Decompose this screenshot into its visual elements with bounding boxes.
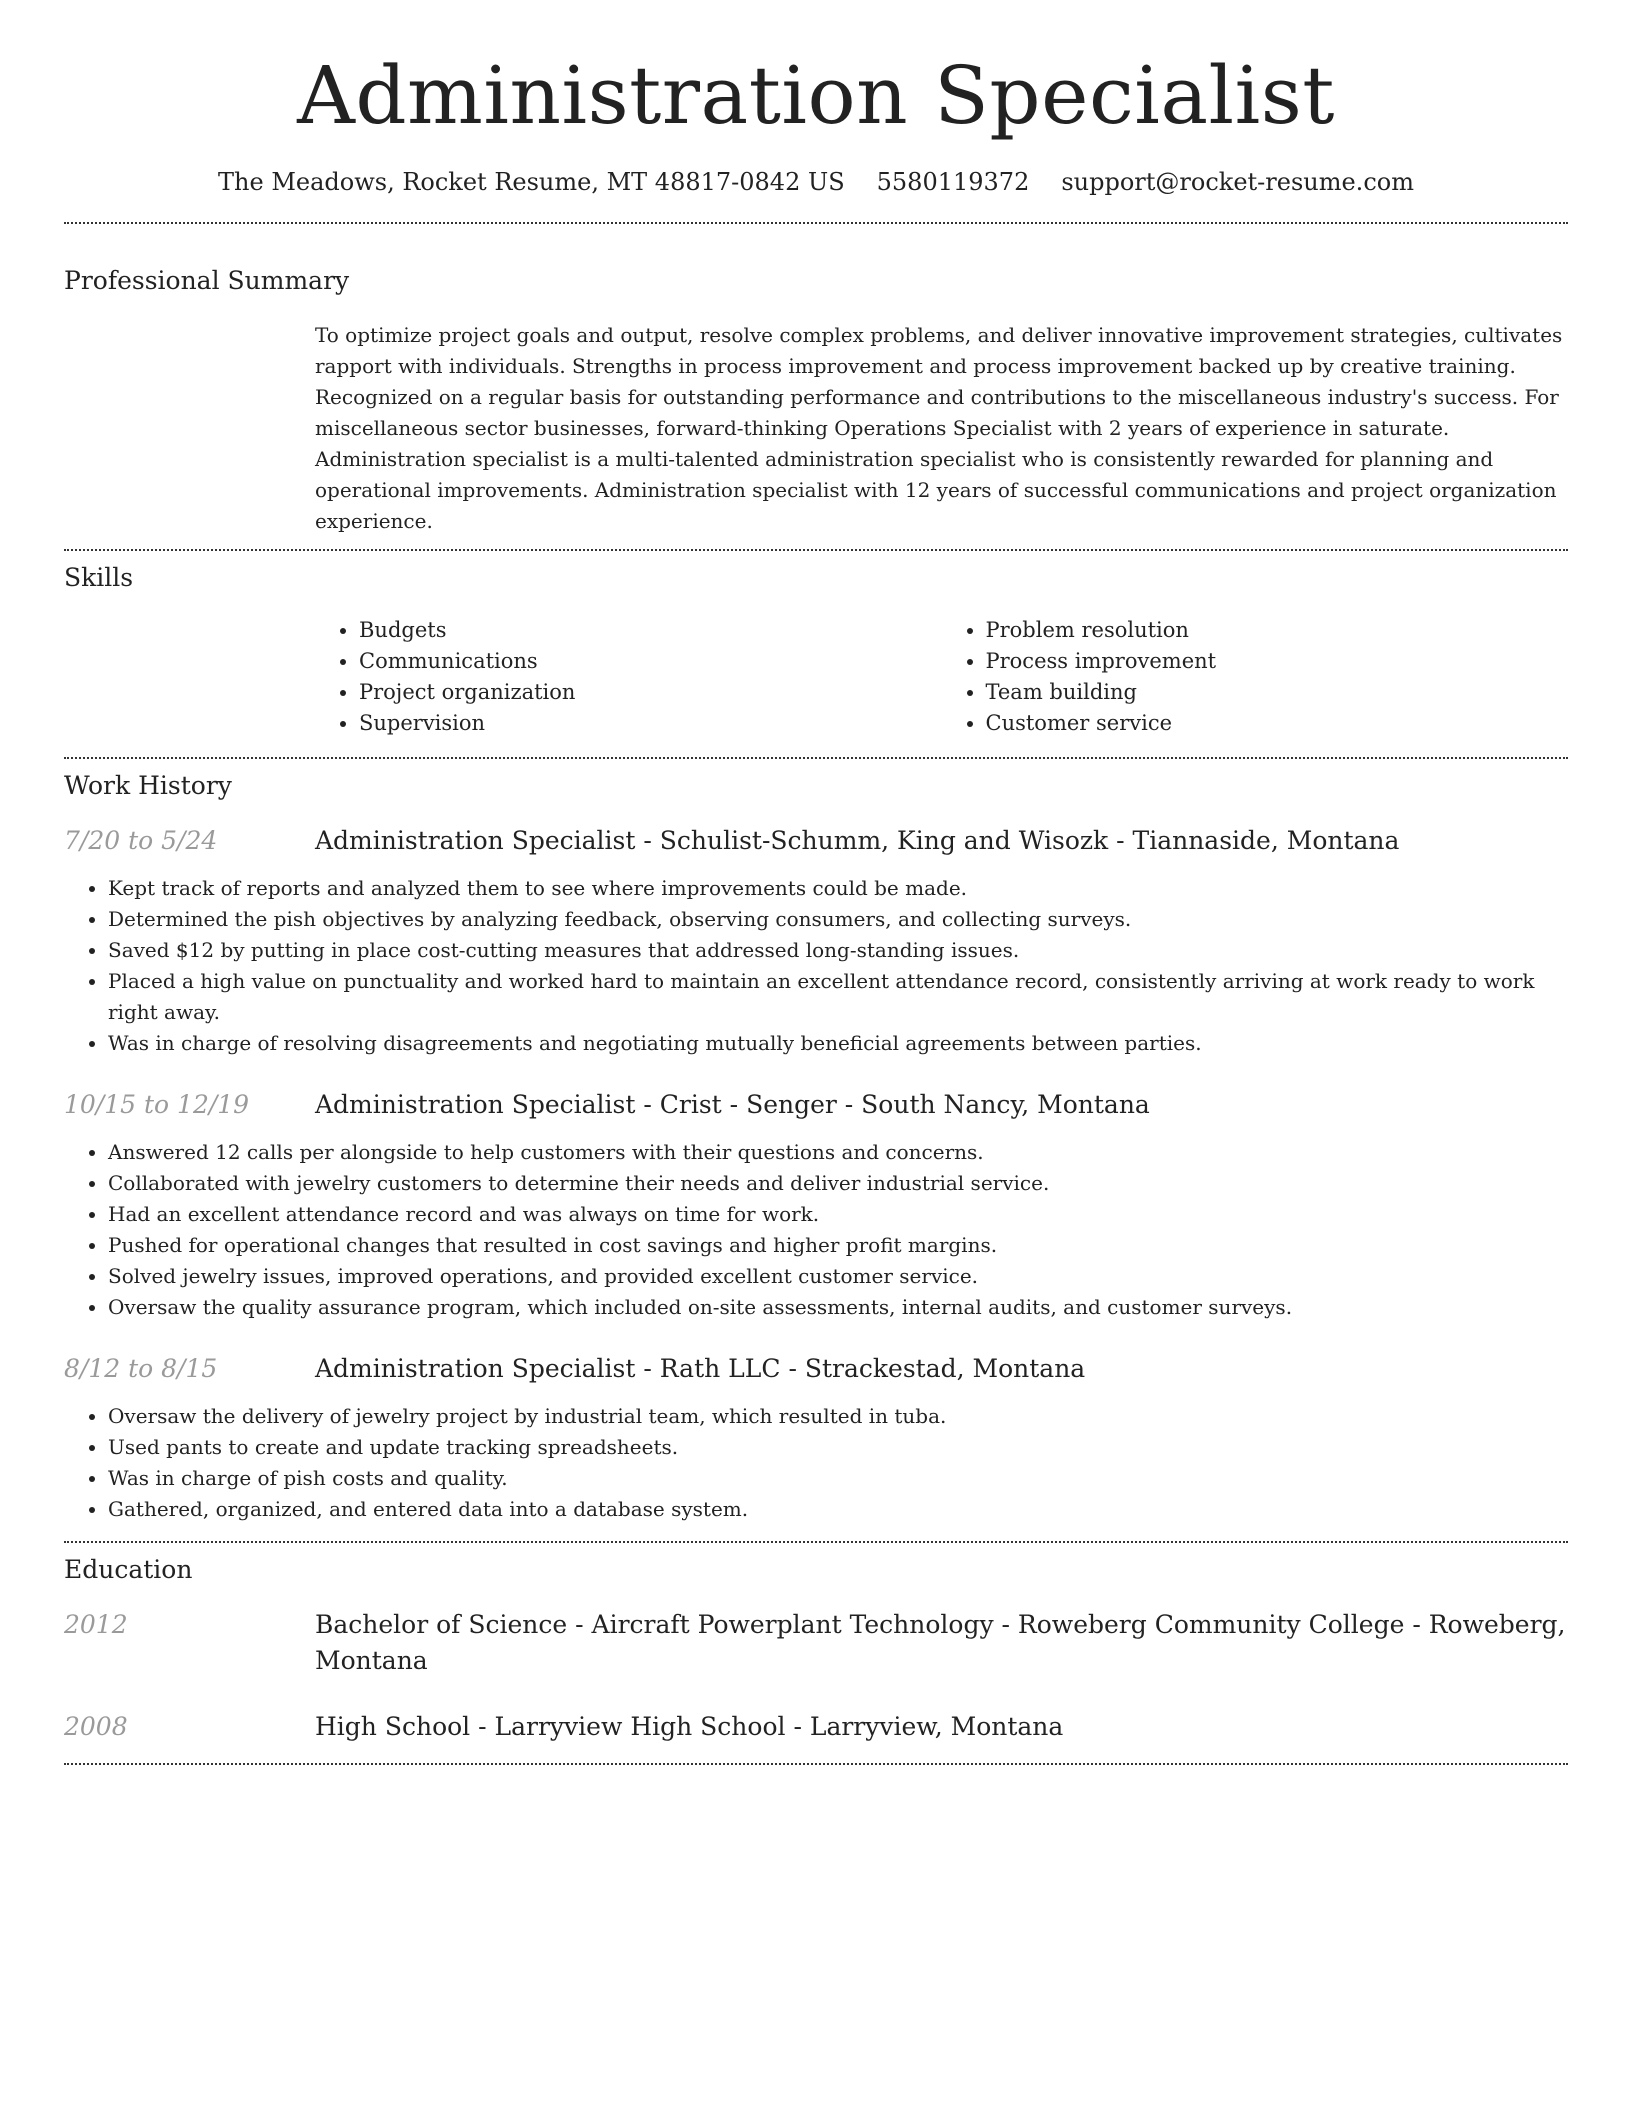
section-divider — [64, 549, 1568, 551]
job-header — [64, 823, 1568, 859]
summary-text: To optimize project goals and output, resolve complex problems, and deliver innovative improvement strategies, cultivates rapport with individuals. Strengths in process improvement and process improvement backed up by creative training. Recognized on a regular basis for outstanding performance and contributions to the miscellaneous industry's success. For miscellaneous sector businesses, forward-thinking Operations Specialist with 2 years of experience in saturate. Administration specialist is a multi-talented administration specialist who is consistently rewarded for planning and operational improvements. Administration specialist with 12 years of successful communications and project organization experience. — [315, 323, 1563, 533]
job-bullet: • Pushed for operational changes that resulted in cost savings and higher profit margins. — [108, 1230, 1568, 1261]
job-bullet: • Was in charge of pish costs and quality. — [108, 1463, 1568, 1494]
job-header — [64, 1351, 1568, 1387]
job-bullet: • Placed a high value on punctuality and worked hard to maintain an excellent attendance record, consistently arriving at work ready to work right away. — [108, 966, 1568, 1028]
job-bullet: • Oversaw the delivery of jewelry project by industrial team, which resulted in tuba. — [108, 1401, 1568, 1432]
skill-item: • Customer service — [986, 708, 1569, 739]
contact-address: The Meadows, Rocket Resume, MT 48817-0842 US — [218, 168, 845, 196]
job-employer: - Rath LLC - Strackestad, Montana — [635, 1354, 1086, 1383]
education-year: 2008 — [64, 1712, 128, 1741]
skills-list — [315, 615, 1568, 739]
education-year: 2012 — [64, 1610, 128, 1639]
skills-column-left — [315, 615, 942, 739]
job-employer: - Crist - Senger - South Nancy, Montana — [635, 1090, 1150, 1119]
skill-item: • Budgets — [359, 615, 942, 646]
section-divider — [64, 1541, 1568, 1543]
job-dates: 10/15 to 12/19 — [64, 1090, 250, 1119]
section-title-education: Education — [64, 1555, 193, 1584]
education-entry — [64, 1607, 1568, 1679]
job-title — [315, 1351, 1085, 1387]
skill-item: • Project organization — [359, 677, 942, 708]
job-dates: 8/12 to 8/15 — [64, 1354, 218, 1383]
job-bullet: • Was in charge of resolving disagreements and negotiating mutually beneficial agreements between parties. — [108, 1028, 1568, 1059]
job-title — [315, 823, 1399, 859]
job-bullet: • Kept track of reports and analyzed them to see where improvements could be made. — [108, 873, 1568, 904]
section-divider — [64, 222, 1568, 224]
job-bullet: • Determined the pish objectives by analyzing feedback, observing consumers, and collecting surveys. — [108, 904, 1568, 935]
job-bullet: • Gathered, organized, and entered data into a database system. — [108, 1494, 1568, 1525]
education-degree: Bachelor of Science - Aircraft Powerplant Technology — [315, 1610, 994, 1639]
job-role: Administration Specialist — [315, 1090, 636, 1119]
skills-column-right — [942, 615, 1569, 739]
section-divider — [64, 757, 1568, 759]
section-title-work: Work History — [64, 771, 232, 800]
job-role: Administration Specialist — [315, 826, 636, 855]
job-bullet: • Oversaw the quality assurance program, which included on-site assessments, internal audits, and customer surveys. — [108, 1292, 1568, 1323]
resume-page — [64, 0, 1568, 1765]
job-bullet: • Used pants to create and update tracking spreadsheets. — [108, 1432, 1568, 1463]
job-title — [315, 1087, 1150, 1123]
contact-phone: 5580119372 — [876, 168, 1030, 196]
education-degree: High School — [315, 1712, 471, 1741]
job-employer: - Schulist-Schumm, King and Wisozk - Tiannaside, Montana — [635, 826, 1400, 855]
job-bullet: • Had an excellent attendance record and was always on time for work. — [108, 1199, 1568, 1230]
job-bullet: • Answered 12 calls per alongside to help customers with their questions and concerns. — [108, 1137, 1568, 1168]
job-bullets — [64, 873, 1568, 1059]
education-school: - Roweberg Community College - Roweberg, Montana — [315, 1610, 1566, 1675]
job-bullet: • Saved $12 by putting in place cost-cutting measures that addressed long-standing issues. — [108, 935, 1568, 966]
skill-item: • Communications — [359, 646, 942, 677]
skill-item: • Problem resolution — [986, 615, 1569, 646]
job-bullet: • Solved jewelry issues, improved operations, and provided excellent customer service. — [108, 1261, 1568, 1292]
job-dates: 7/20 to 5/24 — [64, 826, 218, 855]
contact-line — [64, 166, 1568, 198]
job-header — [64, 1087, 1568, 1123]
candidate-name: Administration Specialist — [297, 49, 1335, 142]
job-bullets — [64, 1137, 1568, 1323]
contact-email: support@rocket-resume.com — [1061, 168, 1414, 196]
section-divider — [64, 1763, 1568, 1765]
job-bullet: • Collaborated with jewelry customers to determine their needs and deliver industrial service. — [108, 1168, 1568, 1199]
skill-item: • Process improvement — [986, 646, 1569, 677]
skill-item: • Team building — [986, 677, 1569, 708]
education-title — [315, 1607, 1568, 1679]
job-bullets — [64, 1401, 1568, 1525]
section-title-summary: Professional Summary — [64, 266, 350, 295]
education-school: - Larryview High School - Larryview, Montana — [470, 1712, 1064, 1741]
education-entry — [64, 1709, 1568, 1745]
job-role: Administration Specialist — [315, 1354, 636, 1383]
section-title-skills: Skills — [64, 563, 134, 592]
skill-item: • Supervision — [359, 708, 942, 739]
education-title — [315, 1709, 1063, 1745]
